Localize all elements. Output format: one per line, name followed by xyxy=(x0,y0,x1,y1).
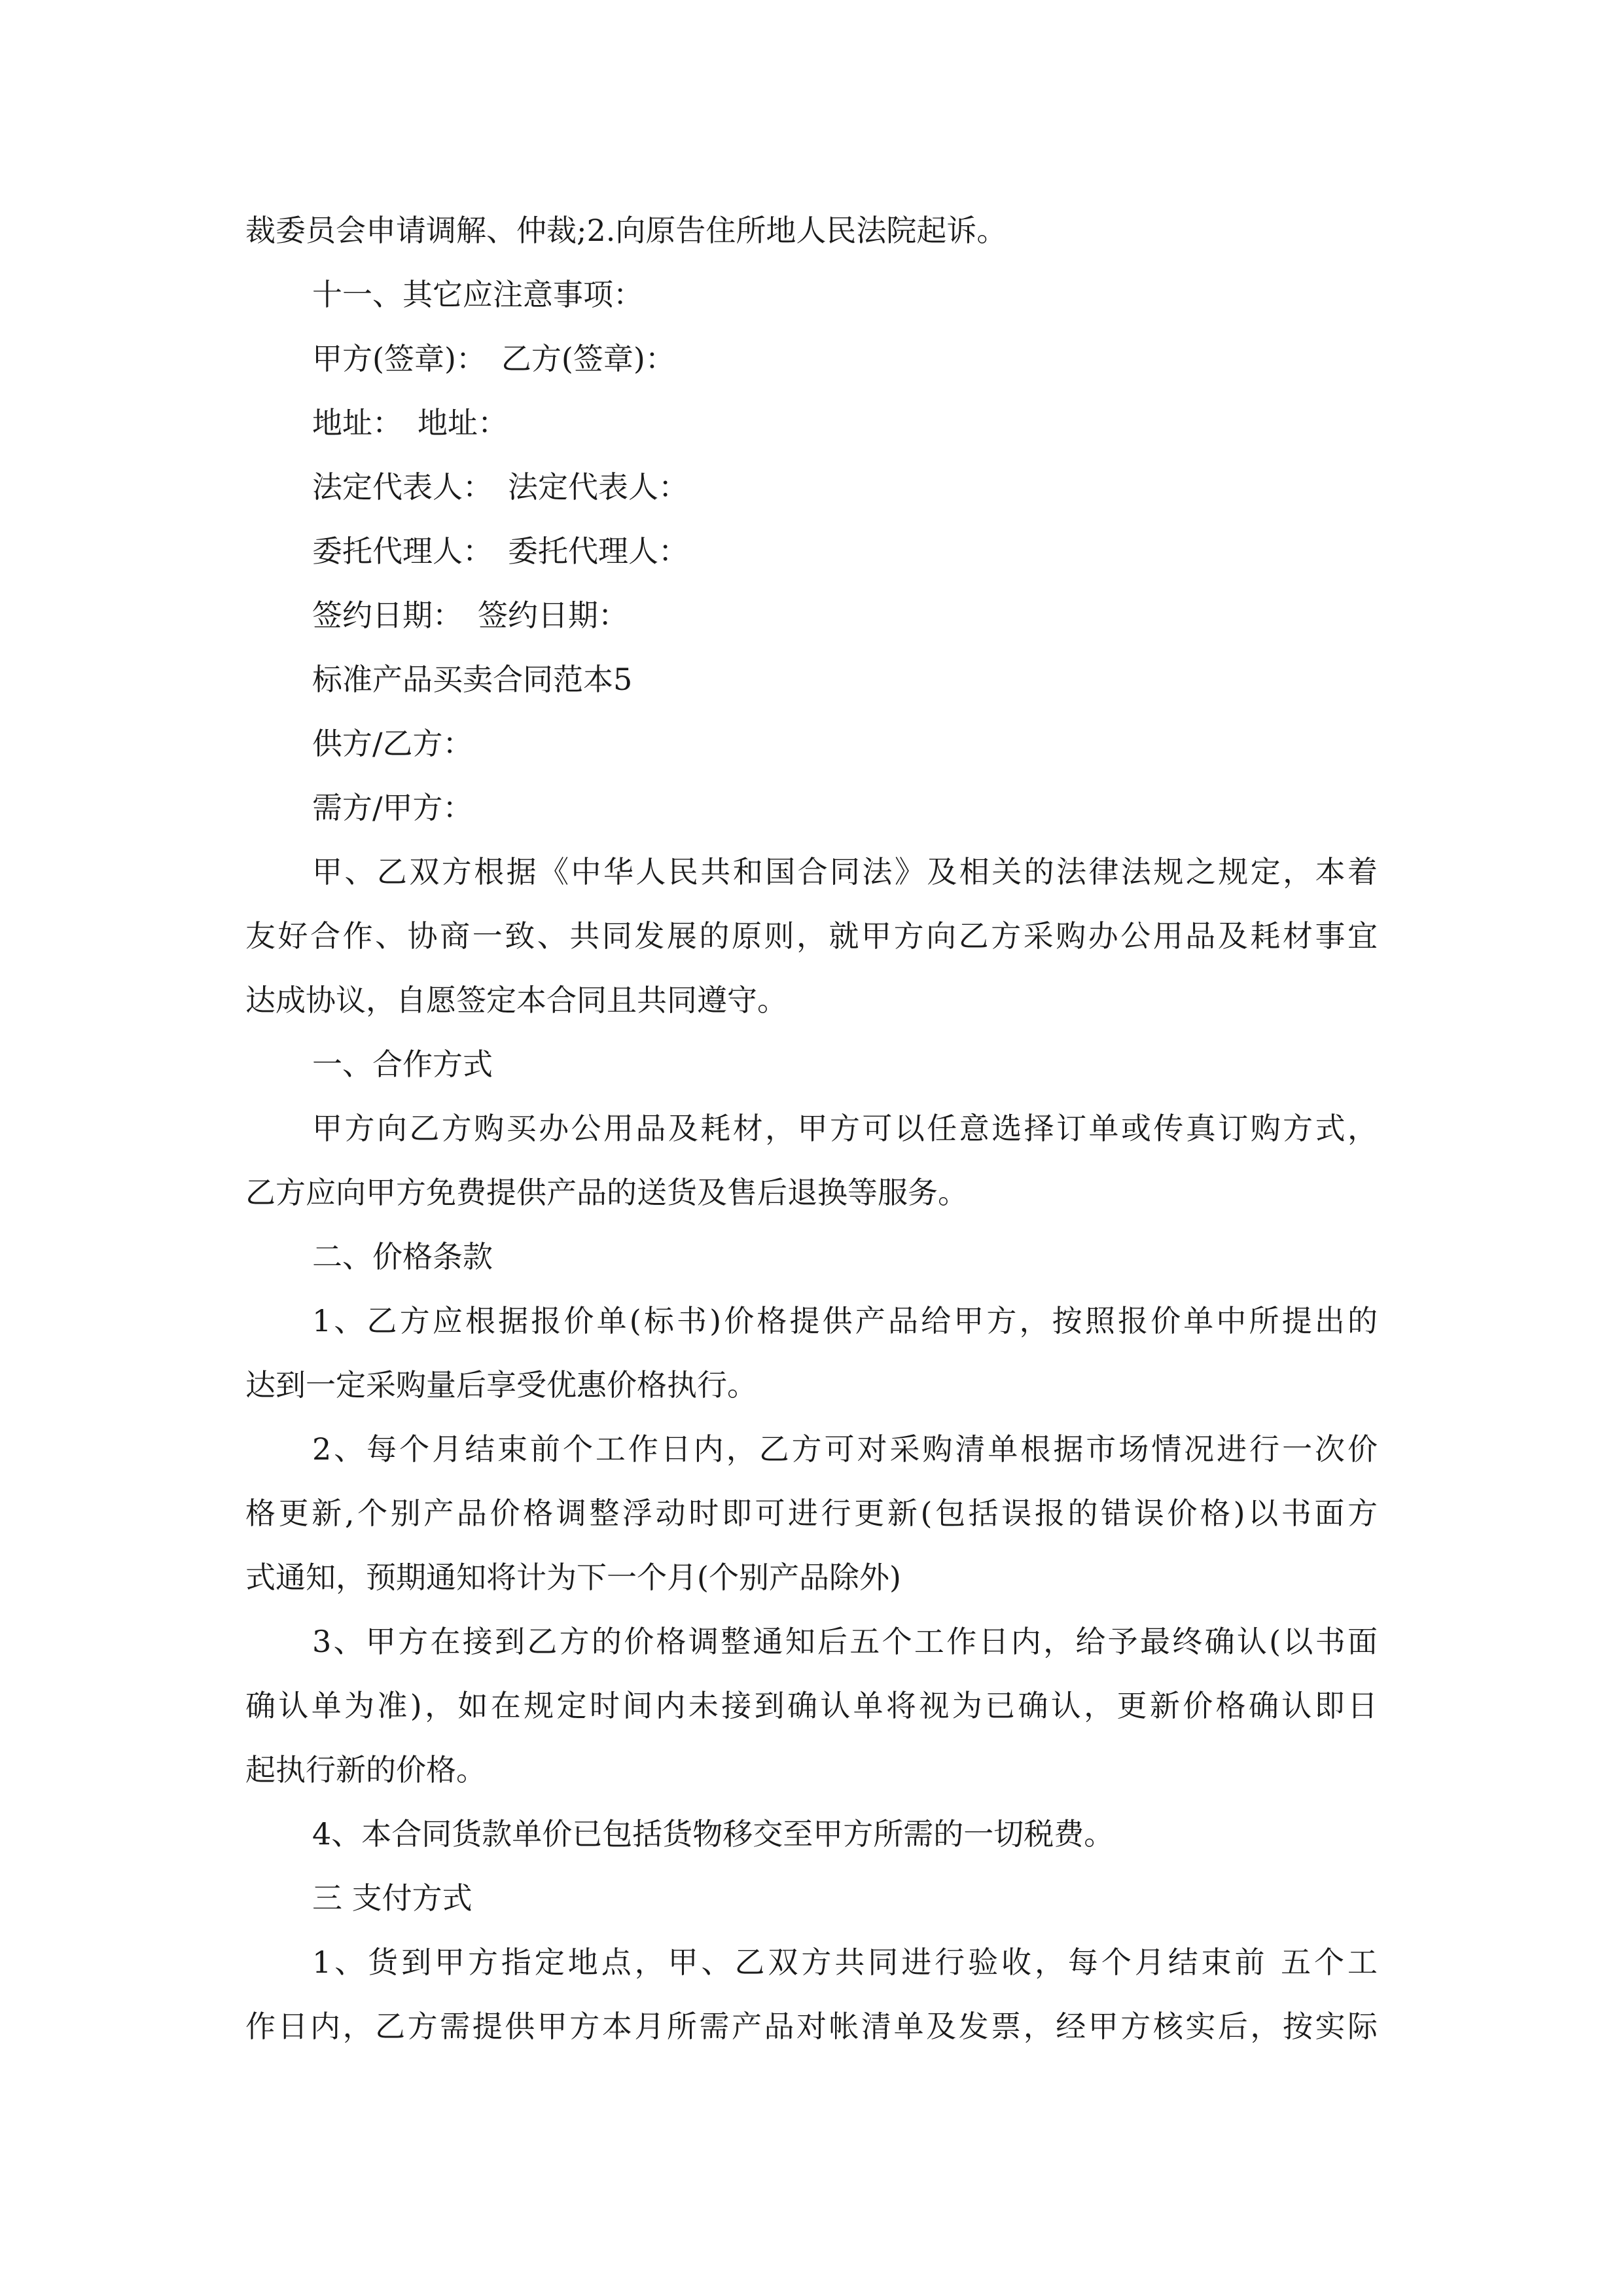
document-line: 需方/甲方： xyxy=(312,790,473,825)
document-line: 供方/乙方： xyxy=(312,726,473,761)
document-line: 友好合作、协商一致、共同发展的原则，就甲方向乙方采购办公用品及耗材事宜 xyxy=(245,918,1378,954)
document-body xyxy=(245,198,1378,2058)
document-line: 式通知，预期通知将计为下一个月(个别产品除外) xyxy=(245,1560,901,1595)
document-line: 一、合作方式 xyxy=(312,1047,493,1082)
document-line: 作日内，乙方需提供甲方本月所需产品对帐清单及发票，经甲方核实后，按实际 xyxy=(245,2009,1378,2044)
document-line: 4、本合同货款单价已包括货物移交至甲方所需的一切税费。 xyxy=(312,1816,1115,1852)
document-line: 格更新,个别产品价格调整浮动时即可进行更新(包括误报的错误价格)以书面方 xyxy=(245,1496,1378,1531)
document-line: 达成协议，自愿签定本合同且共同遵守。 xyxy=(245,982,787,1018)
document-line: 二、价格条款 xyxy=(312,1239,493,1274)
document-line: 1、货到甲方指定地点，甲、乙双方共同进行验收，每个月结束前 五个工 xyxy=(312,1945,1378,1980)
document-line: 1、乙方应根据报价单(标书)价格提供产品给甲方，按照报价单中所提出的 xyxy=(312,1303,1378,1338)
document-line: 法定代表人： 法定代表人： xyxy=(312,469,688,505)
document-line: 三 支付方式 xyxy=(312,1880,473,1916)
document-line: 确认单为准)，如在规定时间内未接到确认单将视为已确认，更新价格确认即日 xyxy=(245,1688,1378,1723)
document-line: 签约日期： 签约日期： xyxy=(312,598,628,633)
document-line: 甲方(签章)： 乙方(签章)： xyxy=(312,341,675,376)
document-line: 委托代理人： 委托代理人： xyxy=(312,533,688,569)
document-line: 裁委员会申请调解、仲裁;2.向原告住所地人民法院起诉。 xyxy=(245,213,1007,248)
document-line: 甲方向乙方购买办公用品及耗材，甲方可以任意选择订单或传真订购方式， xyxy=(312,1111,1378,1146)
document-line: 标准产品买卖合同范本5 xyxy=(312,662,633,697)
document-line: 达到一定采购量后享受优惠价格执行。 xyxy=(245,1367,757,1403)
document-line: 起执行新的价格。 xyxy=(245,1752,486,1787)
document-line: 2、每个月结束前个工作日内，乙方可对采购清单根据市场情况进行一次价 xyxy=(312,1431,1378,1467)
document-line: 3、甲方在接到乙方的价格调整通知后五个工作日内，给予最终确认(以书面 xyxy=(312,1624,1378,1659)
document-line: 甲、乙双方根据《中华人民共和国合同法》及相关的法律法规之规定，本着 xyxy=(312,854,1378,889)
document-line: 十一、其它应注意事项： xyxy=(312,277,643,312)
document-line: 乙方应向甲方免费提供产品的送货及售后退换等服务。 xyxy=(245,1175,968,1210)
document-line: 地址： 地址： xyxy=(312,405,508,440)
